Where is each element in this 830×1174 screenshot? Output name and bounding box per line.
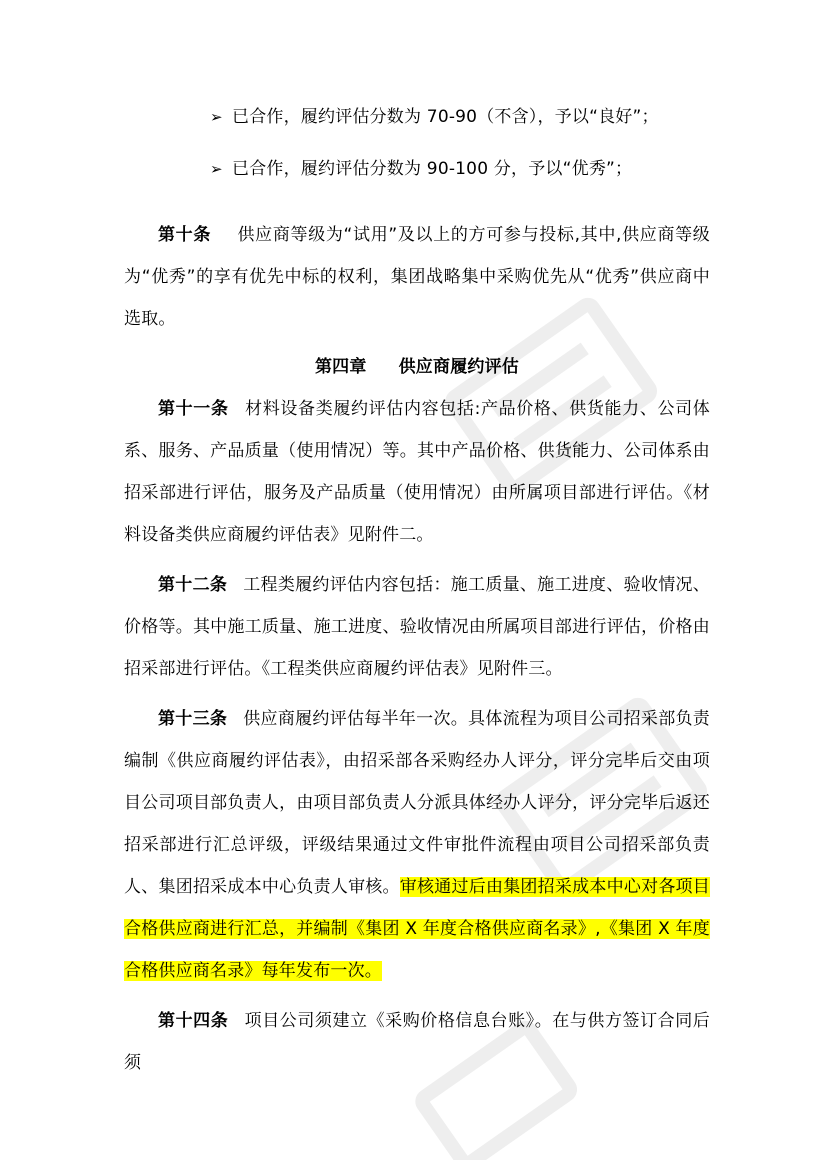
article-12: [124, 564, 710, 690]
bullet-text: 已合作，履约评估分数为 90-100 分，予以“优秀”；: [232, 159, 633, 179]
article-heading: 第十四条: [158, 1011, 229, 1031]
article-text: 项目公司须建立《采购价格信息台账》。在与供方签订合同后须: [124, 1011, 710, 1073]
chapter-number: 第四章: [314, 357, 367, 377]
chapter-name: 供应商履约评估: [398, 357, 519, 377]
bullet-text: 已合作，履约评估分数为 70-90（不含），予以“良好”；: [232, 107, 659, 127]
article-11: [124, 388, 710, 556]
bullet-item: [210, 148, 710, 190]
article-heading: 第十三条: [158, 709, 228, 729]
highlighted-text: 审核通过后由集团招采成本中心对各项目合格供应商进行汇总，并编制《集团 X 年度合格供应商名录》,《集团 X 年度合格供应商名录》每年发布一次。: [124, 877, 710, 981]
article-10: [124, 214, 710, 340]
article-text: 材料设备类履约评估内容包括:产品价格、供货能力、公司体系、服务、产品质量（使用情况）等。其中产品价格、供货能力、公司体系由招采部进行评估，服务及产品质量（使用情况）由所属项目部进行评估。《材料设备类供应商履约评估表》见附件二。: [124, 399, 710, 545]
article-13: [124, 698, 710, 992]
article-text: 供应商等级为“试用”及以上的方可参与投标,其中,供应商等级为“优秀”的享有优先中标的权利，集团战略集中采购优先从“优秀”供应商中选取。: [124, 225, 710, 329]
arrow-bullet-icon: ➢: [210, 108, 223, 126]
article-text: 供应商履约评估每半年一次。具体流程为项目公司招采部负责编制《供应商履约评估表》，由招采部各采购经办人评分，评分完毕后交由项目公司项目部负责人，由项目部负责人分派具体经办人评分，评分完毕后返还招采部进行汇总评级，评级结果通过文件审批件流程由项目公司招采部负责人、集团招采成本中心负责人审核。: [124, 709, 710, 897]
document-body: [124, 96, 710, 1084]
bullet-item: [210, 96, 710, 138]
article-14: [124, 1000, 710, 1084]
arrow-bullet-icon: ➢: [210, 160, 223, 178]
article-heading: 第十条: [158, 225, 212, 245]
chapter-title: [124, 346, 710, 388]
article-text: 工程类履约评估内容包括：施工质量、施工进度、验收情况、价格等。其中施工质量、施工进度、验收情况由所属项目部进行评估，价格由招采部进行评估。《工程类供应商履约评估表》见附件三。: [124, 575, 710, 679]
article-heading: 第十一条: [158, 399, 229, 419]
article-heading: 第十二条: [158, 575, 228, 595]
